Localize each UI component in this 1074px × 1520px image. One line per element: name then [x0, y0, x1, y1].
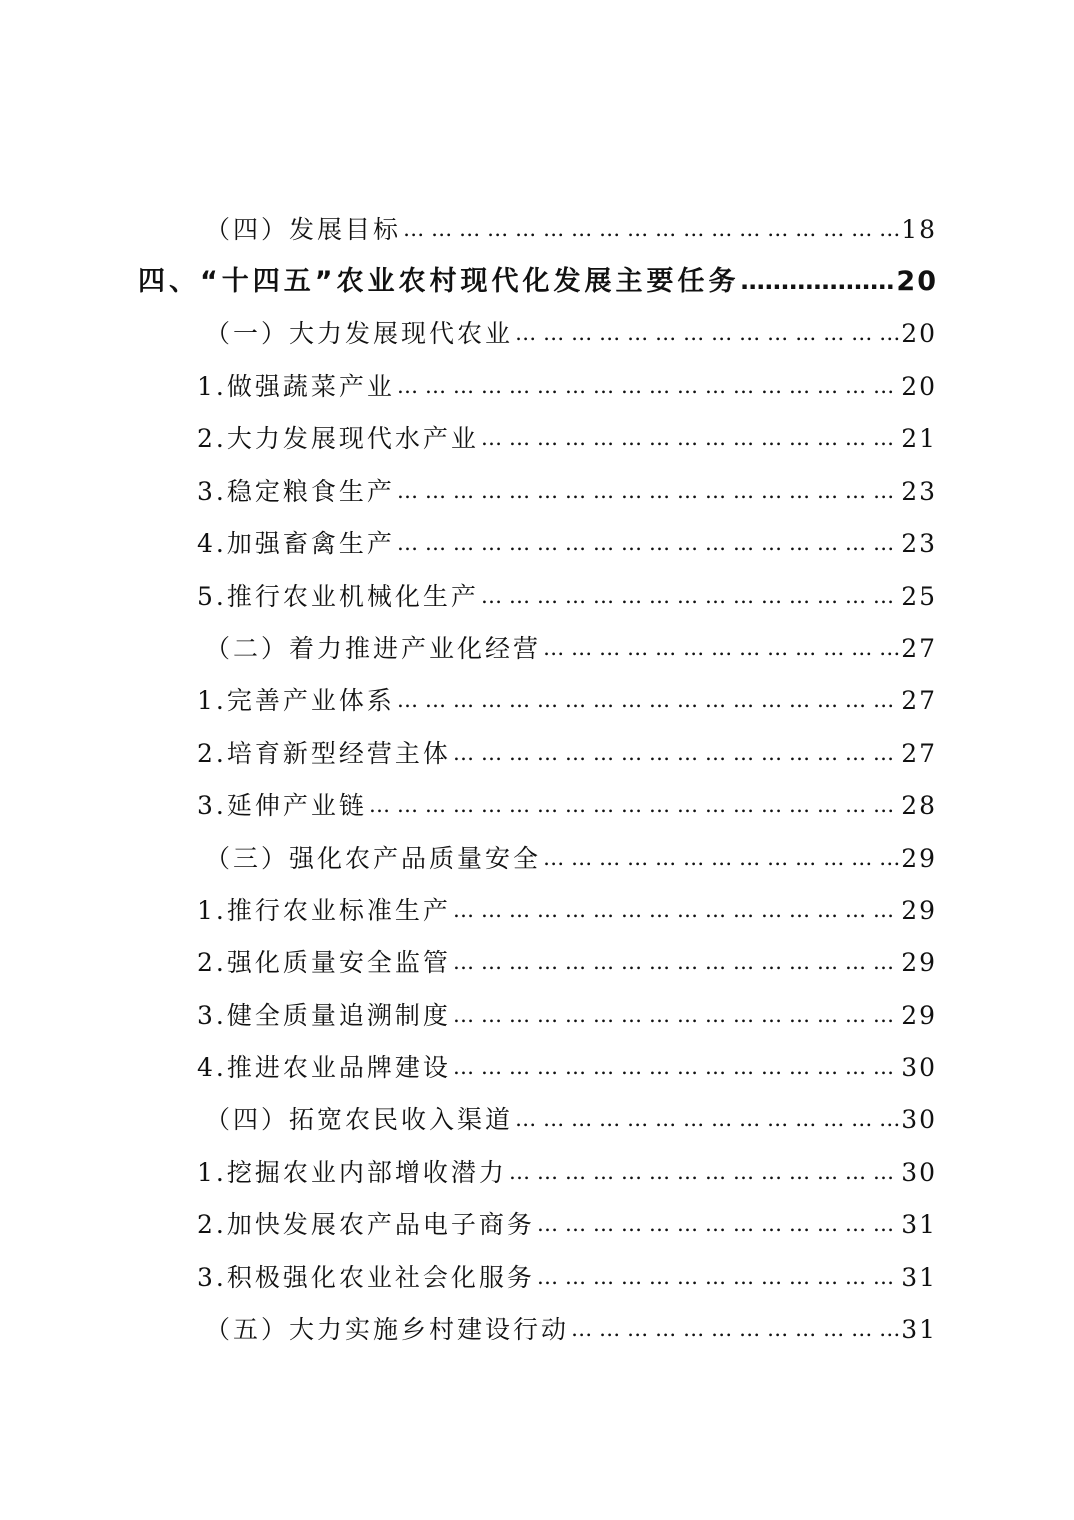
toc-entry-page: 20 — [901, 372, 937, 401]
dot-leader — [481, 580, 899, 605]
toc-entry[interactable] — [205, 213, 937, 243]
toc-entry[interactable] — [197, 1051, 937, 1081]
toc-entry-page: 29 — [901, 896, 937, 925]
toc-entry-page: 31 — [901, 1263, 937, 1292]
toc-entry[interactable] — [138, 263, 938, 297]
toc-entry-page: 27 — [901, 739, 937, 768]
toc-entry-page: 21 — [901, 424, 937, 453]
toc-entry[interactable] — [197, 999, 937, 1029]
toc-entry[interactable] — [205, 1313, 937, 1343]
toc-entry[interactable] — [197, 946, 937, 976]
toc-entry[interactable] — [205, 632, 937, 662]
toc-entry-page: 30 — [901, 1158, 937, 1187]
toc-entry-label: 2.培育新型经营主体 — [197, 739, 451, 768]
dot-leader — [509, 1156, 899, 1181]
toc-entry-label: 4.推进农业品牌建设 — [197, 1053, 451, 1082]
toc-entry-label: 3.延伸产业链 — [197, 791, 367, 820]
toc-entry[interactable] — [197, 894, 937, 924]
dot-leader — [397, 527, 899, 552]
toc-entry-label: （四）发展目标 — [205, 215, 402, 244]
toc-entry-label: 3.健全质量追溯制度 — [197, 1001, 451, 1030]
toc-entry-label: （一）大力发展现代农业 — [205, 319, 514, 348]
toc-entry[interactable] — [197, 370, 937, 400]
toc-entry-label: 2.加快发展农产品电子商务 — [197, 1210, 535, 1239]
toc-entry-label: 4.加强畜禽生产 — [197, 529, 395, 558]
toc-entry-label: （三）强化农产品质量安全 — [205, 844, 542, 873]
toc-entry-label: 2.大力发展现代水产业 — [197, 424, 479, 453]
dot-leader — [369, 789, 899, 814]
toc-entry-page: 25 — [901, 582, 937, 611]
toc-entry-page: 28 — [901, 791, 937, 820]
toc-entry-label: （五）大力实施乡村建设行动 — [205, 1315, 570, 1344]
toc-entry-label: （四）拓宽农民收入渠道 — [205, 1105, 514, 1134]
toc-entry[interactable] — [197, 1208, 937, 1238]
toc-entry-label: 1.做强蔬菜产业 — [197, 372, 395, 401]
dot-leader — [741, 263, 896, 290]
dot-leader — [571, 1313, 899, 1338]
toc-entry-page: 30 — [901, 1053, 937, 1082]
toc-entry-page: 18 — [901, 215, 937, 244]
dot-leader — [515, 1103, 899, 1128]
dot-leader — [543, 842, 899, 867]
dot-leader — [397, 475, 899, 500]
toc-entry-label: 1.完善产业体系 — [197, 686, 395, 715]
toc-entry-label: 1.推行农业标准生产 — [197, 896, 451, 925]
toc-entry-page: 29 — [901, 948, 937, 977]
toc-entry-label: 5.推行农业机械化生产 — [197, 582, 479, 611]
dot-leader — [397, 684, 899, 709]
dot-leader — [453, 737, 899, 762]
dot-leader — [453, 894, 899, 919]
toc-entry-page: 20 — [896, 266, 938, 297]
toc-entry[interactable] — [205, 317, 937, 347]
toc-entry[interactable] — [197, 475, 937, 505]
dot-leader — [537, 1208, 899, 1233]
dot-leader — [537, 1261, 899, 1286]
toc-entry-page: 23 — [901, 477, 937, 506]
dot-leader — [453, 999, 899, 1024]
toc-entry[interactable] — [197, 580, 937, 610]
toc-entry-label: 1.挖掘农业内部增收潜力 — [197, 1158, 507, 1187]
toc-entry-page: 27 — [901, 634, 937, 663]
toc-entry[interactable] — [197, 1261, 937, 1291]
toc-entry-page: 29 — [901, 1001, 937, 1030]
toc-entry-page: 27 — [901, 686, 937, 715]
dot-leader — [515, 317, 899, 342]
toc-entry[interactable] — [197, 789, 937, 819]
toc-entry[interactable] — [197, 422, 937, 452]
dot-leader — [543, 632, 899, 657]
dot-leader — [403, 213, 899, 238]
toc-entry[interactable] — [197, 527, 937, 557]
toc-entry-page: 31 — [901, 1315, 937, 1344]
toc-entry-label: 3.稳定粮食生产 — [197, 477, 395, 506]
toc-entry[interactable] — [197, 684, 937, 714]
toc-entry[interactable] — [205, 842, 937, 872]
toc-entry[interactable] — [205, 1103, 937, 1133]
toc-entry-page: 23 — [901, 529, 937, 558]
toc-entry[interactable] — [197, 1156, 937, 1186]
toc-entry-page: 29 — [901, 844, 937, 873]
toc-entry-page: 31 — [901, 1210, 937, 1239]
dot-leader — [397, 370, 899, 395]
toc-entry-page: 30 — [901, 1105, 937, 1134]
toc-entry-label: 2.强化质量安全监管 — [197, 948, 451, 977]
dot-leader — [453, 946, 899, 971]
toc-entry-label: （二）着力推进产业化经营 — [205, 634, 542, 663]
toc-entry-label: 四、“十四五”农业农村现代化发展主要任务 — [138, 266, 740, 297]
dot-leader — [453, 1051, 899, 1076]
dot-leader — [481, 422, 899, 447]
toc-entry-label: 3.积极强化农业社会化服务 — [197, 1263, 535, 1292]
toc-entry-page: 20 — [901, 319, 937, 348]
toc-entry[interactable] — [197, 737, 937, 767]
